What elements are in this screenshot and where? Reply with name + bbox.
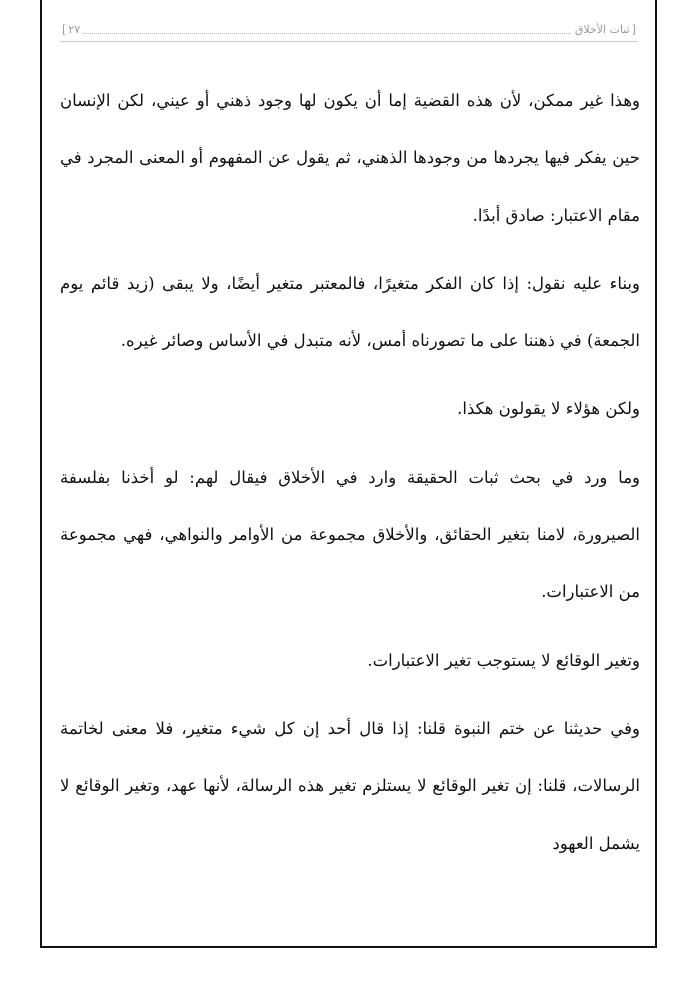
header-page-number: ٢٧	[68, 23, 81, 36]
header-dotted-leader	[84, 25, 571, 34]
header-book-title: ثبات الأخلاق	[574, 23, 630, 36]
header-open-bracket: [	[631, 23, 636, 36]
paragraph: وبناء عليه نقول: إذا كان الفكر متغيرًا، فالمعتبر متغير أيضًا، ولا يبقى (زيد قائم يوم الجمعة) في ذهننا على ما تصورناه أمس، لأنه متبدل في الأساس وصائر غيره.	[60, 273, 640, 351]
paragraph: ولكن هؤلاء لا يقولون هكذا.	[457, 399, 640, 419]
paragraph: وتغير الوقائع لا يستوجب تغير الاعتبارات.	[367, 650, 640, 670]
paragraph: وما ورد في بحث ثبات الحقيقة وارد في الأخلاق فيقال لهم: لو أخذنا بفلسفة الصيرورة، لامنا بتغير الحقائق، والأخلاق مجموعة من الأوامر والنواهي، فهي مجموعة من الاعتبارات.	[60, 467, 640, 602]
body-text	[60, 72, 640, 872]
header-close-bracket: ]	[62, 23, 67, 36]
paragraph: وفي حديثنا عن ختم النبوة قلنا: إذا قال أحد إن كل شيء متغير، فلا معنى لخاتمة الرسالات، قلنا: إن تغير الوقائع لا يستلزم تغير هذه الرسالة، لأنها عهد، وتغير الوقائع لا يشمل العهود	[60, 718, 640, 853]
paragraph: وهذا غير ممكن، لأن هذه القضية إما أن يكون لها وجود ذهني أو عيني، لكن الإنسان حين يفكر فيها يجردها من وجودها الذهني، ثم يقول عن المفهوم أو المعنى المجرد في مقام الاعتبار: صادق أبدًا.	[60, 91, 640, 225]
running-header	[60, 18, 638, 42]
